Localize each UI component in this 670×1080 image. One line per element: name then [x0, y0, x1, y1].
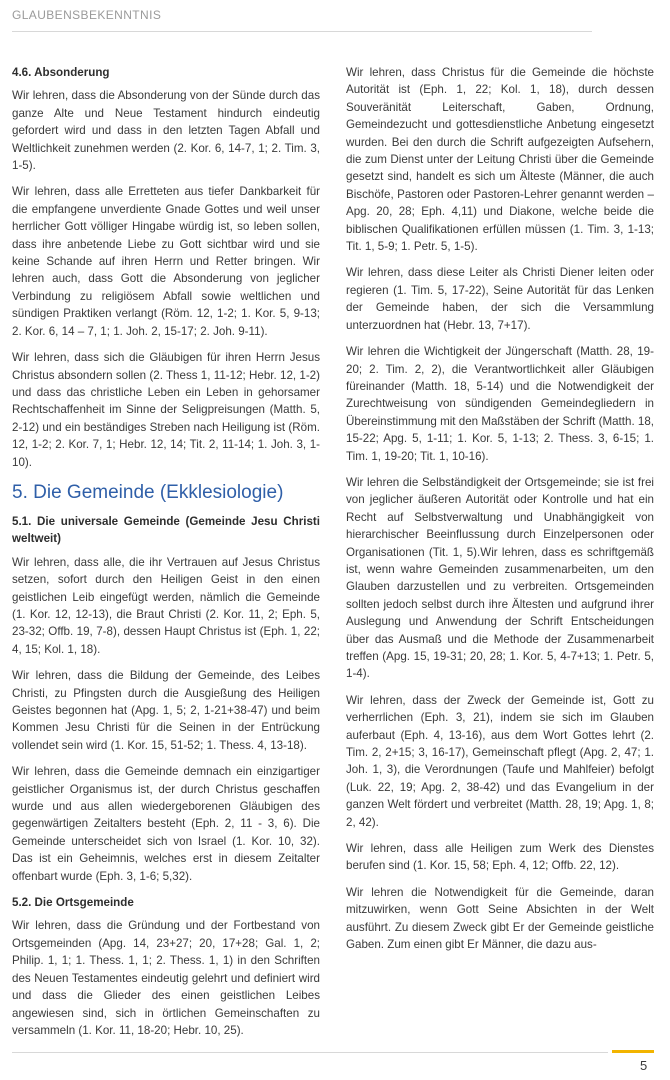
- paragraph: Wir lehren, dass sich die Gläubigen für ihren Herrn Jesus Christus absondern sollen (2. Thess 1, 11-12; Hebr. 12, 1-2) und dass das christliche Leben ein Leben in gehorsamer Rechtschaffenheit im Sinne der Seligpreisungen (Matth. 5, 2-12) und ein beständiges Streben nach Heiligung ist (Röm. 12, 1-2; 2. Kor. 7, 1; Hebr. 12, 14; Tit. 2, 11-14; 1. Joh. 3, 1-10).: [12, 351, 320, 469]
- section-heading-5-1: 5.1. Die universale Gemeinde (Gemeinde Jesu Christi weltweit): [12, 514, 320, 546]
- paragraph: Wir lehren, dass der Zweck der Gemeinde ist, Gott zu verherrlichen (Eph. 3, 21), indem sie sich im Glauben auferbaut (Eph. 4, 13-16), aus dem Wort Gottes lehrt (2. Tim. 2, 2+15; 3, 16-17), Gemeinschaft pflegt (Apg. 2, 47; 1. Joh. 1, 3), die Verordnungen (Taufe und Mahlfeier) befolgt (Luk. 22, 19; Apg. 2, 38-42) und das Evangelium in der ganzen Welt fördert und verbreitet (Matth. 28, 19; Apg. 1, 8; 2, 42).: [346, 693, 654, 829]
- paragraph: Wir lehren, dass Christus für die Gemeinde die höchste Autorität ist (Eph. 1, 22; Kol. 1, 18), durch dessen Souveränität Leiterschaft, Gaben, Ordnung, Gemeindezucht und gottesdienstliche Anbetung eingesetzt wurden. Bei den durch die Schrift aufgezeigten Aufsehern, die zum Dienst unter der Leitung Christi über die Gemeinde gesetzt sind, handelt es sich um Älteste (Männer, die auch Bischöfe, Pastoren oder Pastoren-Lehrer genannt werden – Apg. 20, 28; Eph. 4,11) und Diakone, welche beide die biblischen Qualifikationen erfüllen müssen (1. Tim. 3, 1-13; Tit. 1, 5-9; 1. Petr. 5, 1-5).: [346, 66, 654, 254]
- paragraph: Wir lehren, dass die Gründung und der Fortbestand von Ortsgemeinden (Apg. 14, 23+27; 20, 17+28; Gal. 1, 2; Philip. 1, 1; 1. Thess. 1, 1; 2. Thess. 1, 1) in den Schriften des Neuen Testamentes eindeutig gelehrt und definiert wird und dass die Glieder des einen geistlichen Leibes angewiesen sind, sich in örtlichen Gemeinschaften zu versammeln (1. Kor. 11, 18-20; Hebr. 10, 25).: [12, 919, 320, 1037]
- paragraph: Wir lehren, dass alle Erretteten aus tiefer Dankbarkeit für die empfangene unverdiente Gnade Gottes und weil unser herrlicher Gott völliger Hingabe würdig ist, so leben sollen, dass ihre anbetende Liebe zu Gott sichtbar wird und sie keine Schande auf ihren Herrn und Retter bringen. Wir lehren auch, dass Gott die Absonderung von jeglicher Verbindung zu religiösem Abfall sowie weltlichen und sündigen Praktiken verlangt (Röm. 12, 1-2; 1. Kor. 5, 9-13; 2. Kor. 6, 14 – 7, 1; 1. Joh. 2, 15-17; 2. Joh. 9-11).: [12, 185, 320, 338]
- running-title: GLAUBENSBEKENNTNIS: [12, 8, 162, 22]
- section-heading-5-2: 5.2. Die Ortsgemeinde: [12, 896, 134, 910]
- paragraph: Wir lehren, dass diese Leiter als Christi Diener leiten oder regieren (1. Tim. 5, 17-22), Seine Autorität für das Lenken der Gemeinde haben, der sich die Versammlung unterzuordnen hat (Hebr. 13, 7+17).: [346, 266, 654, 332]
- chapter-title: 5. Die Gemeinde (Ekklesiologie): [12, 481, 284, 503]
- page-number: 5: [640, 1058, 648, 1073]
- paragraph: Wir lehren, dass die Bildung der Gemeinde, des Leibes Christi, zu Pfingsten durch die Ausgießung des Heiligen Geistes begonnen hat (Apg. 1, 5; 2, 1-21+38-47) und beim Kommen Jesu Christi für die Seinen in der Entrückung vollendet sein wird (1. Kor. 15, 51-52; 1. Thess. 4, 13-18).: [12, 669, 320, 752]
- footer-accent-bar: [612, 1050, 654, 1053]
- footer-divider: [12, 1052, 608, 1053]
- section-heading-4-6: 4.6. Absonderung: [12, 66, 110, 79]
- paragraph: Wir lehren die Selbständigkeit der Ortsgemeinde; sie ist frei von jeglicher äußeren Autorität oder Kontrolle und hat ein Recht auf Selbstverwaltung und Unabhängigkeit von hierarchischer Beeinflussung durch Einzelpersonen oder Organisationen (Tit. 1, 5).Wir lehren, dass es schriftgemäß ist, wenn wahre Gemeinden zusammenarbeiten, um den Glauben darzustellen und zu verbreiten. Ortsgemeinden sollten jedoch selbst durch ihre Ältesten und aufgrund ihrer Auslegung und Anwendung der Schrift Entscheidungen über das Ausmaß und die Methode der Zusammenarbeit treffen (Apg. 15, 19-31; 20, 28; 1. Kor. 5, 4-7+13; 1. Petr. 5, 1-4).: [346, 475, 654, 681]
- paragraph: Wir lehren die Wichtigkeit der Jüngerschaft (Matth. 28, 19-20; 2. Tim. 2, 2), die Verantwortlichkeit aller Gläubigen füreinander (Matth. 18, 5-14) und die Notwendigkeit der Zurechtweisung von sündigenden Gemeindegliedern in Übereinstimmung mit den Maßstäben der Schrift (Matth. 18, 15-22; Apg. 5, 1-11; 1. Kor. 5, 1-13; 2. Thess. 3, 6-15; 1. Tim. 1, 19-20; Tit. 1, 10-16).: [346, 345, 655, 463]
- paragraph: Wir lehren die Notwendigkeit für die Gemeinde, daran mitzuwirken, wenn Gott Seine Absichten in der Welt ausführt. Zu diesem Zweck gibt Er der Gemeinde geistliche Gaben. Zum einen gibt Er Männer, die dazu aus-: [346, 885, 654, 952]
- right-column: [346, 64, 654, 963]
- paragraph: Wir lehren, dass alle Heiligen zum Werk des Dienstes berufen sind (1. Kor. 15, 58; Eph. 4, 12; Offb. 22, 12).: [346, 842, 654, 873]
- paragraph: Wir lehren, dass alle, die ihr Vertrauen auf Jesus Christus setzen, sofort durch den Heiligen Geist in den einen geistlichen Leib eingefügt werden, nämlich die Gemeinde (1. Kor. 12, 12-13), die Braut Christi (2. Kor. 11, 2; Eph. 5, 23-32; Offb. 19, 7-8), dessen Haupt Christus ist (Eph. 1, 22; 4, 15; Kol. 1, 18).: [12, 555, 320, 656]
- header-divider: [12, 31, 592, 32]
- paragraph: Wir lehren, dass die Absonderung von der Sünde durch das ganze Alte und Neue Testament hindurch eindeutig gefordert wird und dass in den letzten Tagen Abfall und Weltlichkeit zunehmen werden (2. Kor. 6, 14-7, 1; 2. Tim. 3, 1-5).: [12, 89, 320, 173]
- paragraph: Wir lehren, dass die Gemeinde demnach ein einzigartiger geistlicher Organismus ist, der durch Christus geschaffen wurde und aus allen wiedergeborenen Gläubigen des gegenwärtigen Zeitalters besteht (Eph. 2, 11 - 3, 6). Die Gemeinde unterscheidet sich von Israel (1. Kor. 10, 32). Das ist ein Geheimnis, welches erst in diesem Zeitalter offenbart wurde (Eph. 3, 1-6; 5,32).: [12, 765, 320, 883]
- left-column: [12, 64, 320, 1048]
